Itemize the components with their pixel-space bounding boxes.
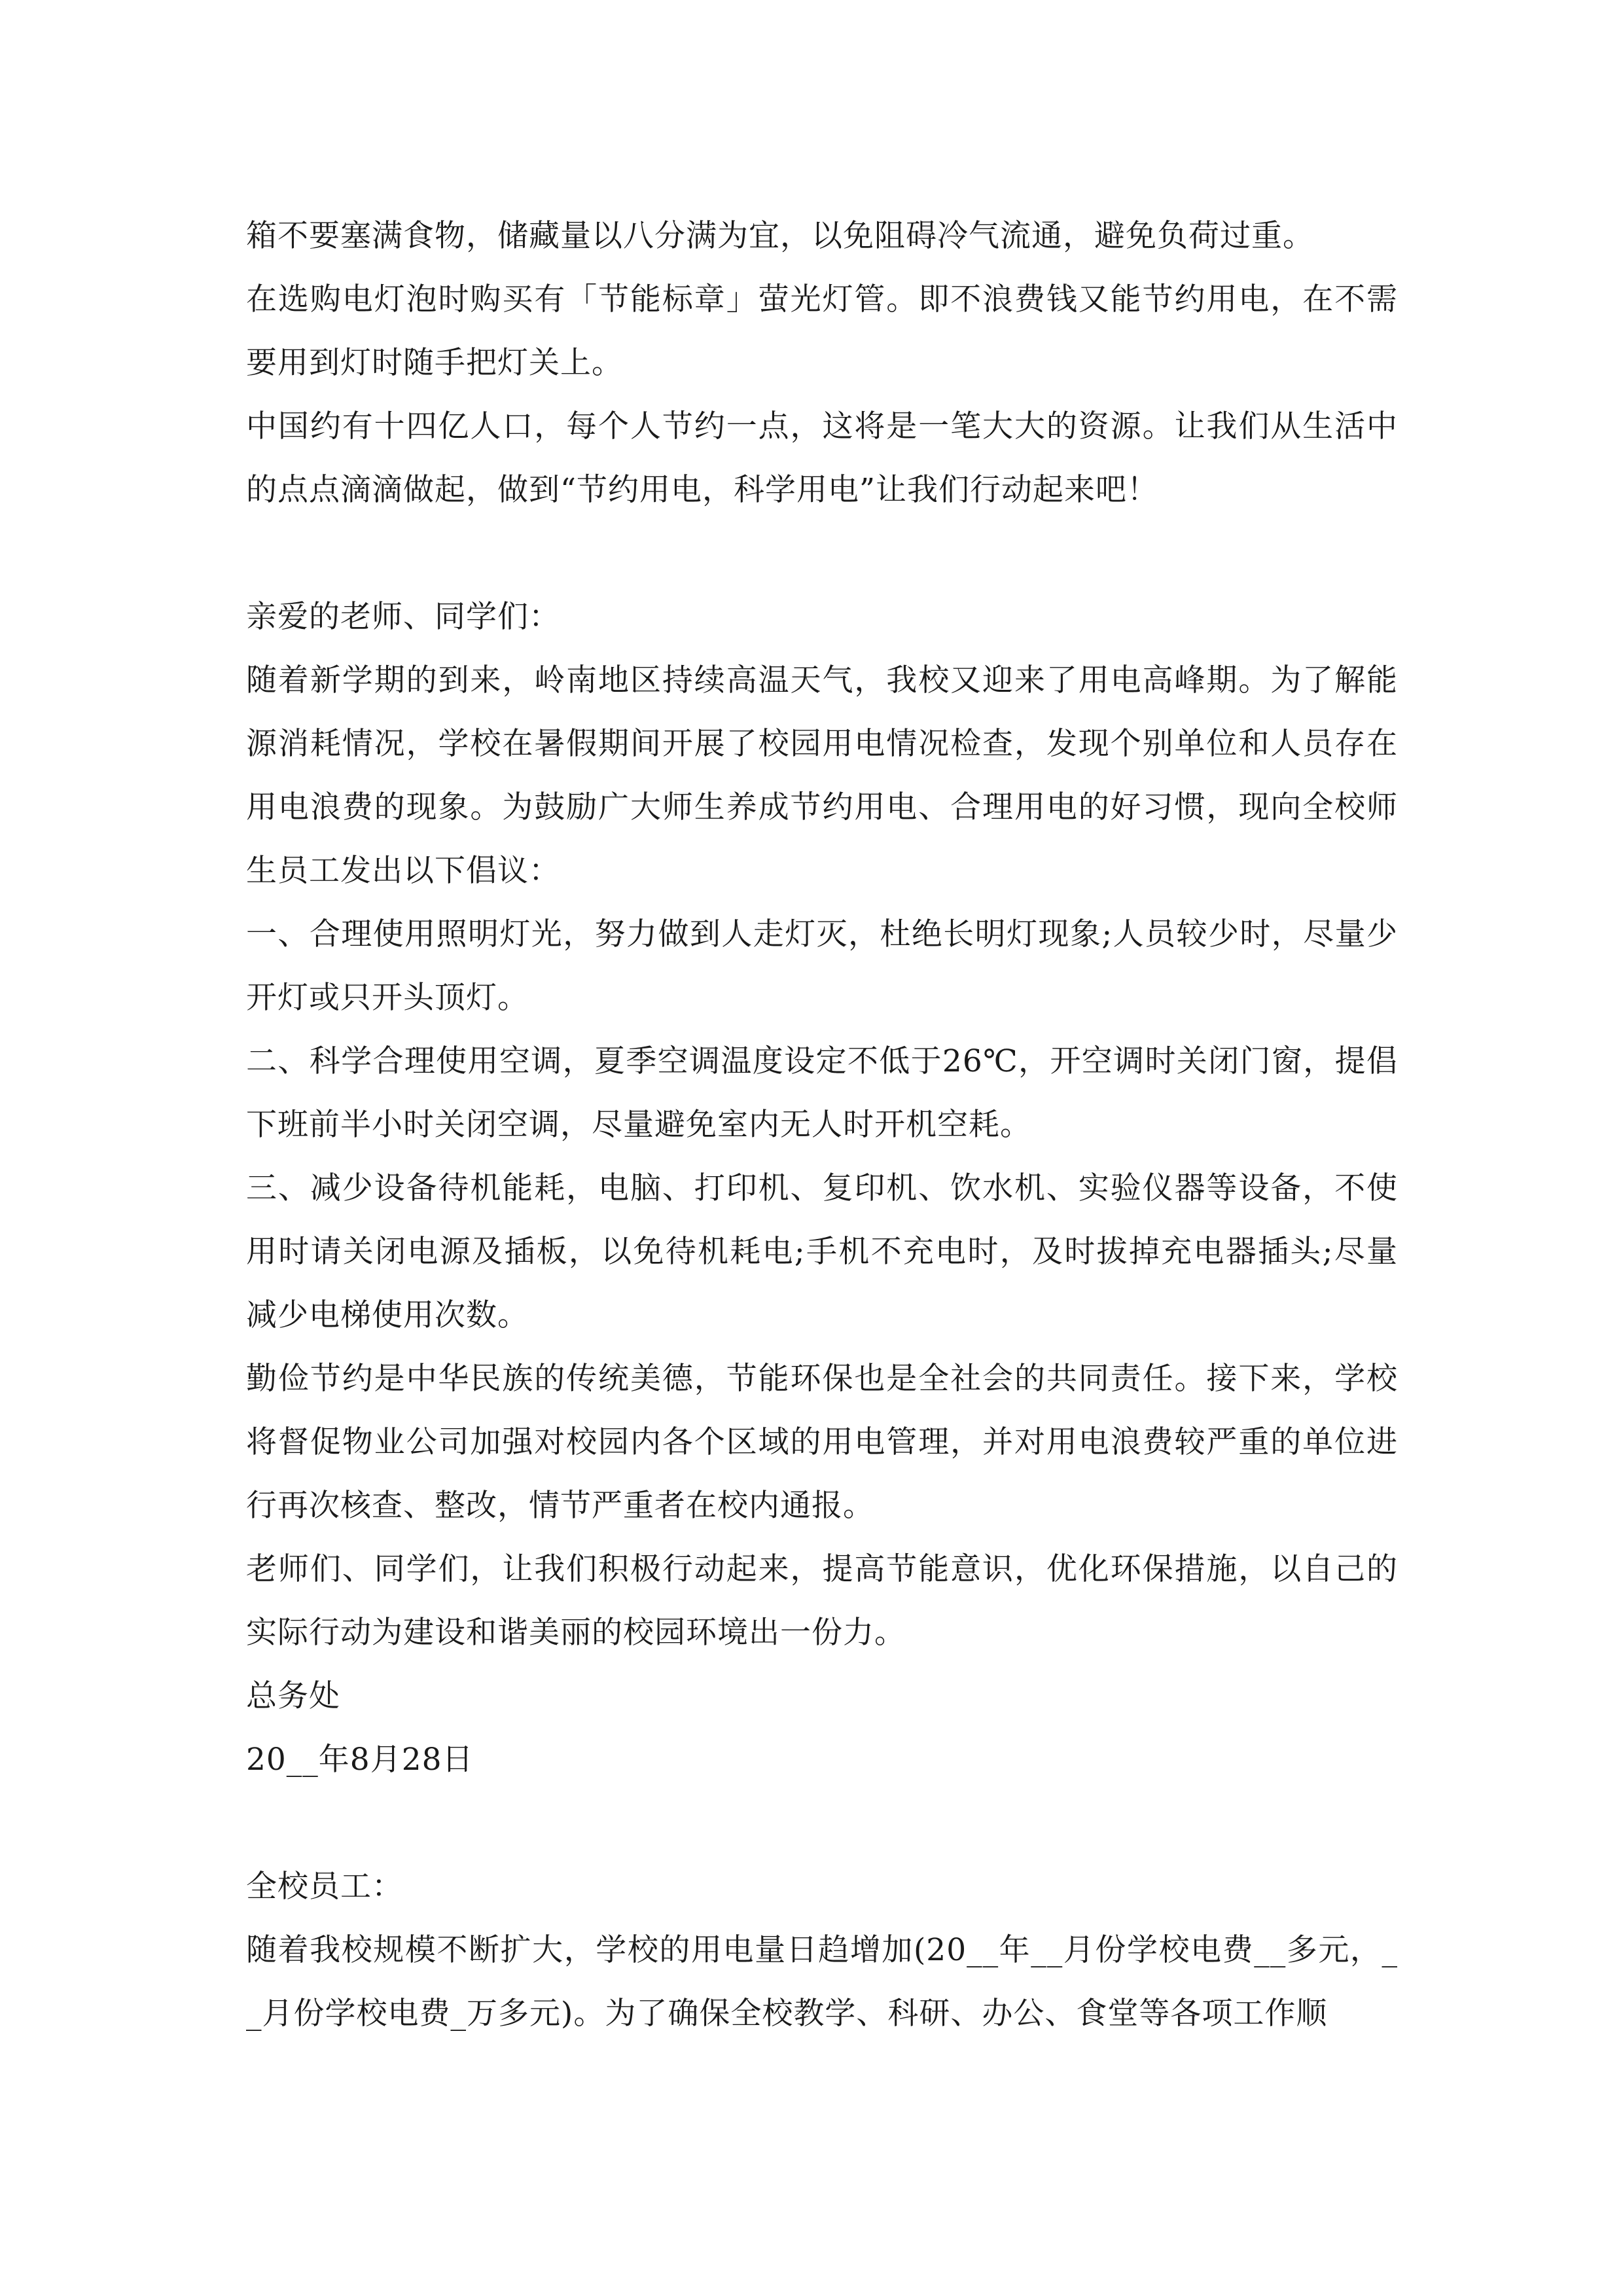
document-body (246, 204, 1398, 2045)
paragraph-closing: 老师们、同学们，让我们积极行动起来，提高节能意识，优化环保措施，以自己的实际行动为建设和谐美丽的校园环境出一份力。 (246, 1551, 1398, 1651)
section-spacer (246, 522, 1398, 585)
section-spacer (246, 1791, 1398, 1855)
proposal-air-conditioning: 二、科学合理使用空调，夏季空调温度设定不低于26℃，开空调时关闭门窗，提倡下班前半小时关闭空调，尽量避免室内无人时开机空耗。 (246, 1043, 1398, 1143)
paragraph-fridge-tip: 箱不要塞满食物，储藏量以八分满为宜，以免阻碍冷气流通，避免负荷过重。 (246, 218, 1314, 254)
paragraph-intro: 随着新学期的到来，岭南地区持续高温天气，我校又迎来了用电高峰期。为了解能源消耗情况，学校在暑假期间开展了校园用电情况检查，发现个别单位和人员存在用电浪费的现象。为鼓励广大师生养成节约用电、合理用电的好习惯，现向全校师生员工发出以下倡议： (246, 662, 1398, 889)
proposal-lighting: 一、合理使用照明灯光，努力做到人走灯灭，杜绝长明灯现象;人员较少时，尽量少开灯或只开头顶灯。 (246, 916, 1398, 1016)
salutation-all-staff: 全校员工： (246, 1869, 403, 1905)
paragraph-call-to-action: 中国约有十四亿人口，每个人节约一点，这将是一笔大大的资源。让我们从生活中的点点滴滴做起，做到“节约用电，科学用电”让我们行动起来吧！ (246, 408, 1398, 508)
signature-date: 20__年8月28日 (246, 1742, 474, 1778)
paragraph-bulb-tip: 在选购电灯泡时购买有「节能标章」萤光灯管。即不浪费钱又能节约用电，在不需要用到灯时随手把灯关上。 (246, 281, 1398, 381)
paragraph-electricity-usage: 随着我校规模不断扩大，学校的用电量日趋增加(20__年__月份学校电费__多元，__月份学校电费_万多元)。为了确保全校教学、科研、办公、食堂等各项工作顺 (246, 1932, 1398, 2032)
salutation-teachers-students: 亲爱的老师、同学们： (246, 599, 560, 635)
proposal-standby-power: 三、减少设备待机能耗，电脑、打印机、复印机、饮水机、实验仪器等设备，不使用时请关闭电源及插板，以免待机耗电;手机不充电时，及时拔掉充电器插头;尽量减少电梯使用次数。 (246, 1170, 1398, 1333)
paragraph-management: 勤俭节约是中华民族的传统美德，节能环保也是全社会的共同责任。接下来，学校将督促物业公司加强对校园内各个区域的用电管理，并对用电浪费较严重的单位进行再次核查、整改，情节严重者在校内通报。 (246, 1361, 1398, 1524)
signature-department: 总务处 (246, 1678, 340, 1714)
